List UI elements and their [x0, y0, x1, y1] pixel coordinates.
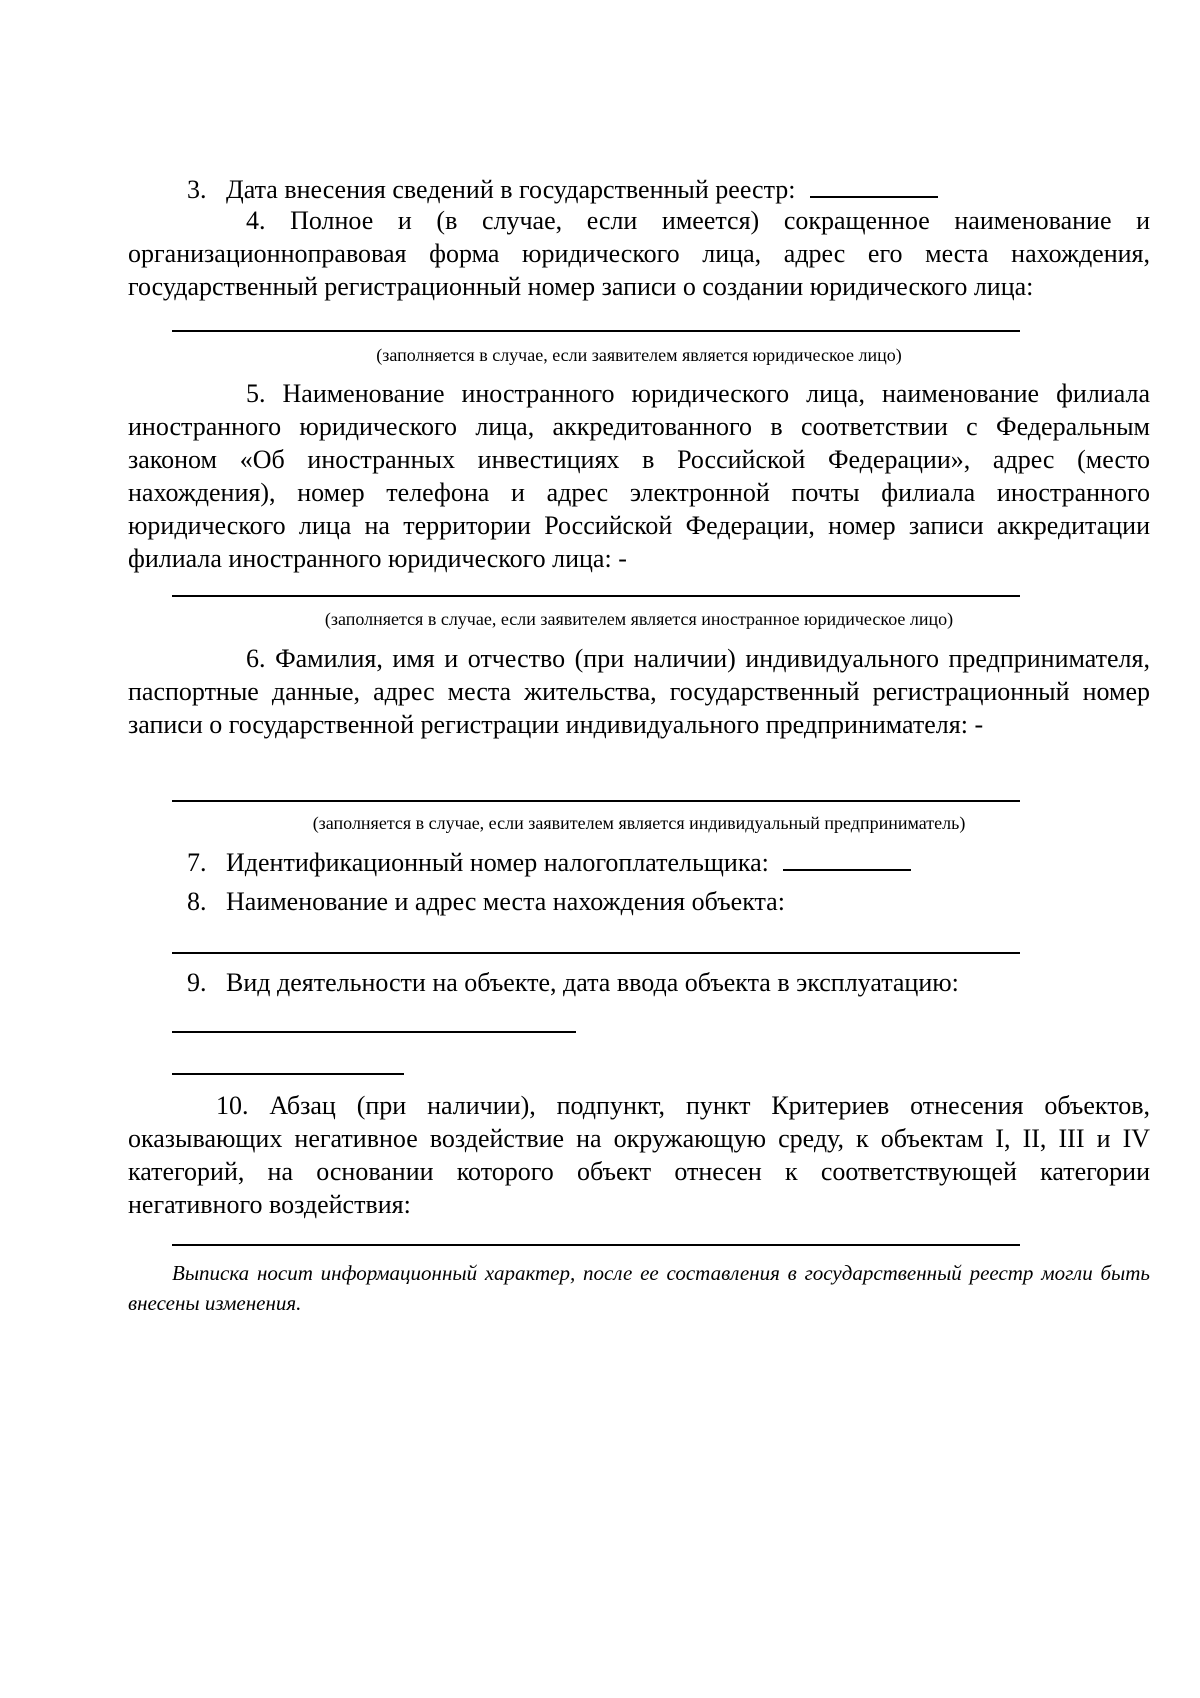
item-9	[187, 966, 959, 999]
item-8-text: Наименование и адрес места нахождения объекта:	[226, 887, 785, 916]
item-5-fill-line	[172, 595, 1020, 597]
item-3-number: 3.	[187, 175, 207, 204]
item-7-text: Идентификационный номер налогоплательщика:	[226, 848, 769, 877]
item-7-blank	[783, 845, 911, 871]
item-3-blank	[810, 172, 938, 198]
item-7	[187, 845, 911, 879]
item-8	[187, 885, 785, 918]
disclaimer-note: Выписка носит информационный характер, после ее составления в государственный реестр могли быть внесены изменения.	[128, 1261, 1150, 1315]
item-6-caption: (заполняется в случае, если заявителем является индивидуальный предприниматель)	[312, 813, 966, 833]
item-8-number: 8.	[187, 887, 207, 916]
item-10-text: Абзац (при наличии), подпункт, пункт Критериев отнесения объектов, оказывающих негативное воздействие на окружающую среду, к объектам I, II, III и IV категорий, на основании которого объект отнесен к соответствующей категории негативного воздействия:	[128, 1091, 1150, 1219]
item-4-number: 4.	[246, 206, 266, 235]
item-5-caption: (заполняется в случае, если заявителем является иностранное юридическое лицо)	[324, 609, 954, 629]
item-9-number: 9.	[187, 968, 207, 997]
item-4-caption: (заполняется в случае, если заявителем является юридическое лицо)	[376, 345, 902, 365]
item-10-number: 10.	[216, 1091, 249, 1120]
item-8-fill-line	[172, 952, 1020, 954]
item-9-fill-line	[172, 1031, 576, 1033]
item-10-fill-line	[172, 1244, 1020, 1246]
item-5-number: 5.	[246, 379, 266, 408]
item-5	[128, 377, 1150, 575]
item-9-fill-line-2	[172, 1073, 404, 1075]
item-4-fill-line	[172, 330, 1020, 332]
item-4	[128, 204, 1150, 303]
item-6-fill-line	[172, 800, 1020, 802]
item-4-text: Полное и (в случае, если имеется) сокращенное наименование и организационноправовая форма юридического лица, адрес его места нахождения, государственный регистрационный номер записи о создании юридического лица:	[128, 206, 1151, 301]
item-3	[187, 172, 938, 206]
item-6-number: 6.	[246, 644, 266, 673]
item-7-number: 7.	[187, 848, 207, 877]
item-9-text: Вид деятельности на объекте, дата ввода объекта в эксплуатацию:	[226, 968, 959, 997]
item-10	[128, 1089, 1150, 1221]
item-6-text: Фамилия, имя и отчество (при наличии) индивидуального предпринимателя, паспортные данные, адрес места жительства, государственный регистрационный номер записи о государственной регистрации индивидуального предпринимателя: -	[128, 644, 1150, 739]
item-6	[128, 642, 1150, 741]
item-5-text: Наименование иностранного юридического лица, наименование филиала иностранного юридического лица, аккредитованного в соответствии с Федеральным законом «Об иностранных инвестициях в Российской Федерации», адрес (место нахождения), номер телефона и адрес электронной почты филиала иностранного юридического лица на территории Российской Федерации, номер записи аккредитации филиала иностранного юридического лица: -	[128, 379, 1150, 573]
item-3-text: Дата внесения сведений в государственный реестр:	[226, 175, 796, 204]
